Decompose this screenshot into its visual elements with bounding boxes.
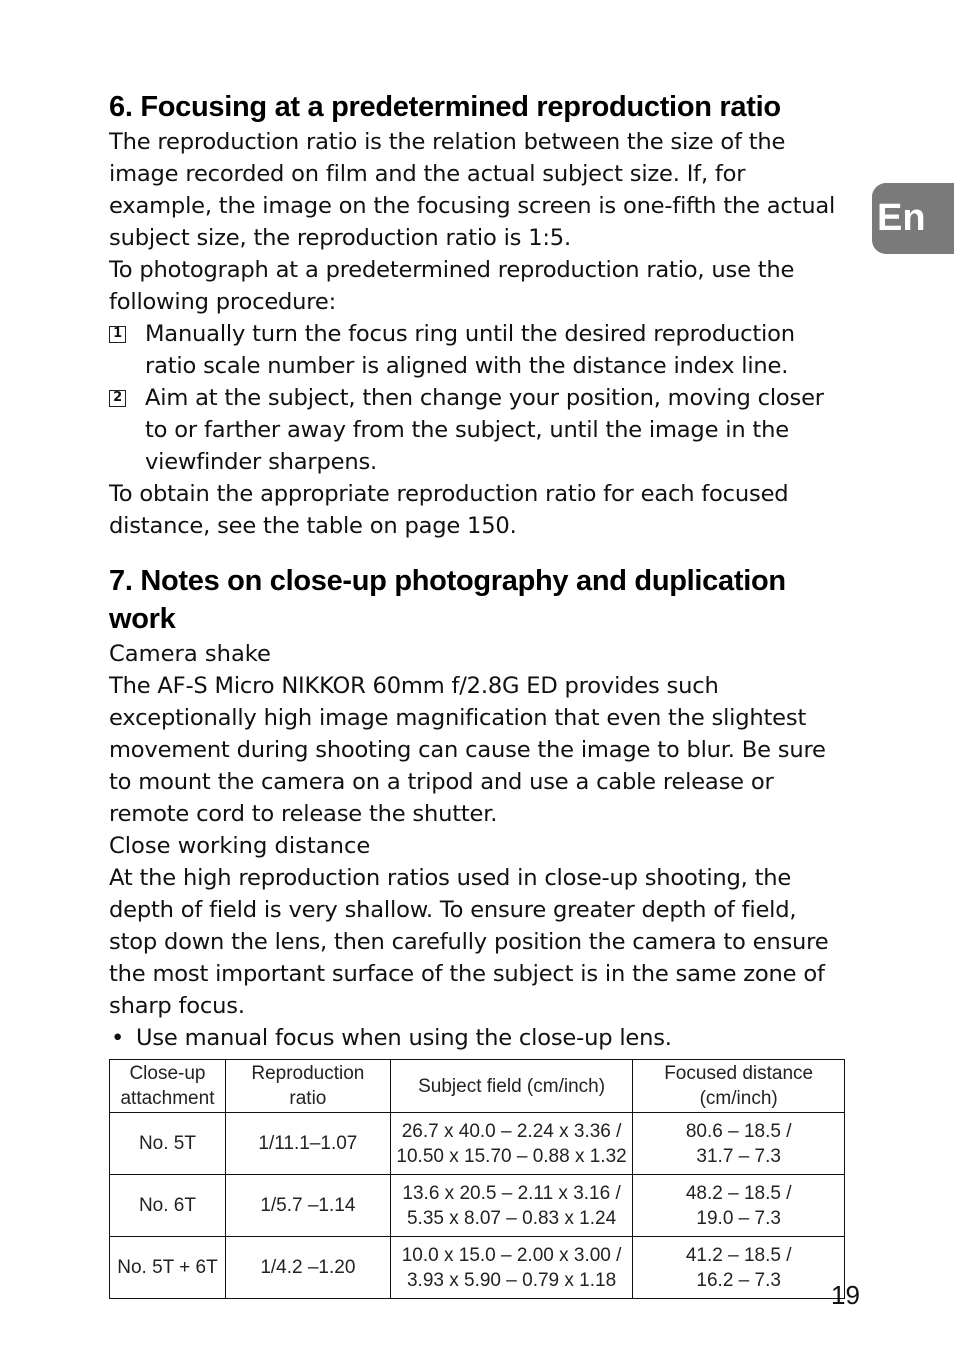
table-row [110, 1237, 845, 1299]
step-number-badge: 2 [109, 390, 126, 407]
cell-attachment: No. 5T [110, 1113, 226, 1175]
step-1 [109, 318, 849, 382]
step-number-badge: 1 [109, 326, 126, 343]
header-ratio: Reproduction ratio [225, 1060, 390, 1113]
cell-subject-field: 26.7 x 40.0 – 2.24 x 3.36 / 10.50 x 15.70 – 0.88 x 1.32 [390, 1113, 633, 1175]
camera-shake-text: The AF-S Micro NIKKOR 60mm f/2.8G ED provides such exceptionally high image magnification that even the slightest movement during shooting can cause the image to blur. Be sure to mount the camera on a tripod and use a cable release or remote cord to release the shutter. [109, 673, 826, 827]
camera-shake-title: Camera shake [109, 641, 271, 667]
step-text: Aim at the subject, then change your position, moving closer to or farther away from the subject, until the image in the viewfinder sharpens. [145, 385, 824, 475]
language-tab: En [872, 183, 954, 254]
close-working-title: Close working distance [109, 833, 371, 859]
header-attachment: Close-up attachment [110, 1060, 226, 1113]
cell-ratio: 1/4.2 –1.20 [225, 1237, 390, 1299]
step-text: Manually turn the focus ring until the desired reproduction ratio scale number is aligned with the distance index line. [145, 321, 795, 379]
bullet-dot-icon: • [111, 1025, 125, 1051]
section-6-para-2: To photograph at a predetermined reproduction ratio, use the following procedure: [109, 257, 795, 315]
section-6-para-3: To obtain the appropriate reproduction ratio for each focused distance, see the table on page 150. [109, 481, 789, 539]
table-row [110, 1175, 845, 1237]
close-working-text: At the high reproduction ratios used in close-up shooting, the depth of field is very shallow. To ensure greater depth of field, stop down the lens, then carefully position the camera to ensure the most important surface of the subject is in the same zone of sharp focus. [109, 865, 829, 1019]
cell-attachment: No. 5T + 6T [110, 1237, 226, 1299]
cell-ratio: 1/5.7 –1.14 [225, 1175, 390, 1237]
cell-attachment: No. 6T [110, 1175, 226, 1237]
cell-subject-field: 13.6 x 20.5 – 2.11 x 3.16 / 5.35 x 8.07 – 0.83 x 1.24 [390, 1175, 633, 1237]
cell-focused-distance: 48.2 – 18.5 / 19.0 – 7.3 [633, 1175, 845, 1237]
section-7-heading: 7. Notes on close-up photography and duplication work [109, 565, 786, 635]
header-subject-field: Subject field (cm/inch) [390, 1060, 633, 1113]
page-content [109, 88, 849, 1299]
cell-ratio: 1/11.1–1.07 [225, 1113, 390, 1175]
close-up-table [109, 1059, 845, 1299]
section-6-para-1: The reproduction ratio is the relation between the size of the image recorded on film and the actual subject size. If, for example, the image on the focusing screen is one-fifth the actual subject size, the reproduction ratio is 1:5. [109, 129, 836, 251]
header-focused-distance: Focused distance (cm/inch) [633, 1060, 845, 1113]
page-number: 19 [831, 1280, 860, 1310]
cell-focused-distance: 80.6 – 18.5 / 31.7 – 7.3 [633, 1113, 845, 1175]
cell-focused-distance: 41.2 – 18.5 / 16.2 – 7.3 [633, 1237, 845, 1299]
table-header-row [110, 1060, 845, 1113]
bullet-text: Use manual focus when using the close-up lens. [136, 1025, 672, 1051]
step-2 [109, 382, 849, 478]
bullet-item [109, 1022, 849, 1054]
cell-subject-field: 10.0 x 15.0 – 2.00 x 3.00 / 3.93 x 5.90 – 0.79 x 1.18 [390, 1237, 633, 1299]
section-6-heading: 6. Focusing at a predetermined reproduction ratio [109, 91, 781, 123]
table-row [110, 1113, 845, 1175]
